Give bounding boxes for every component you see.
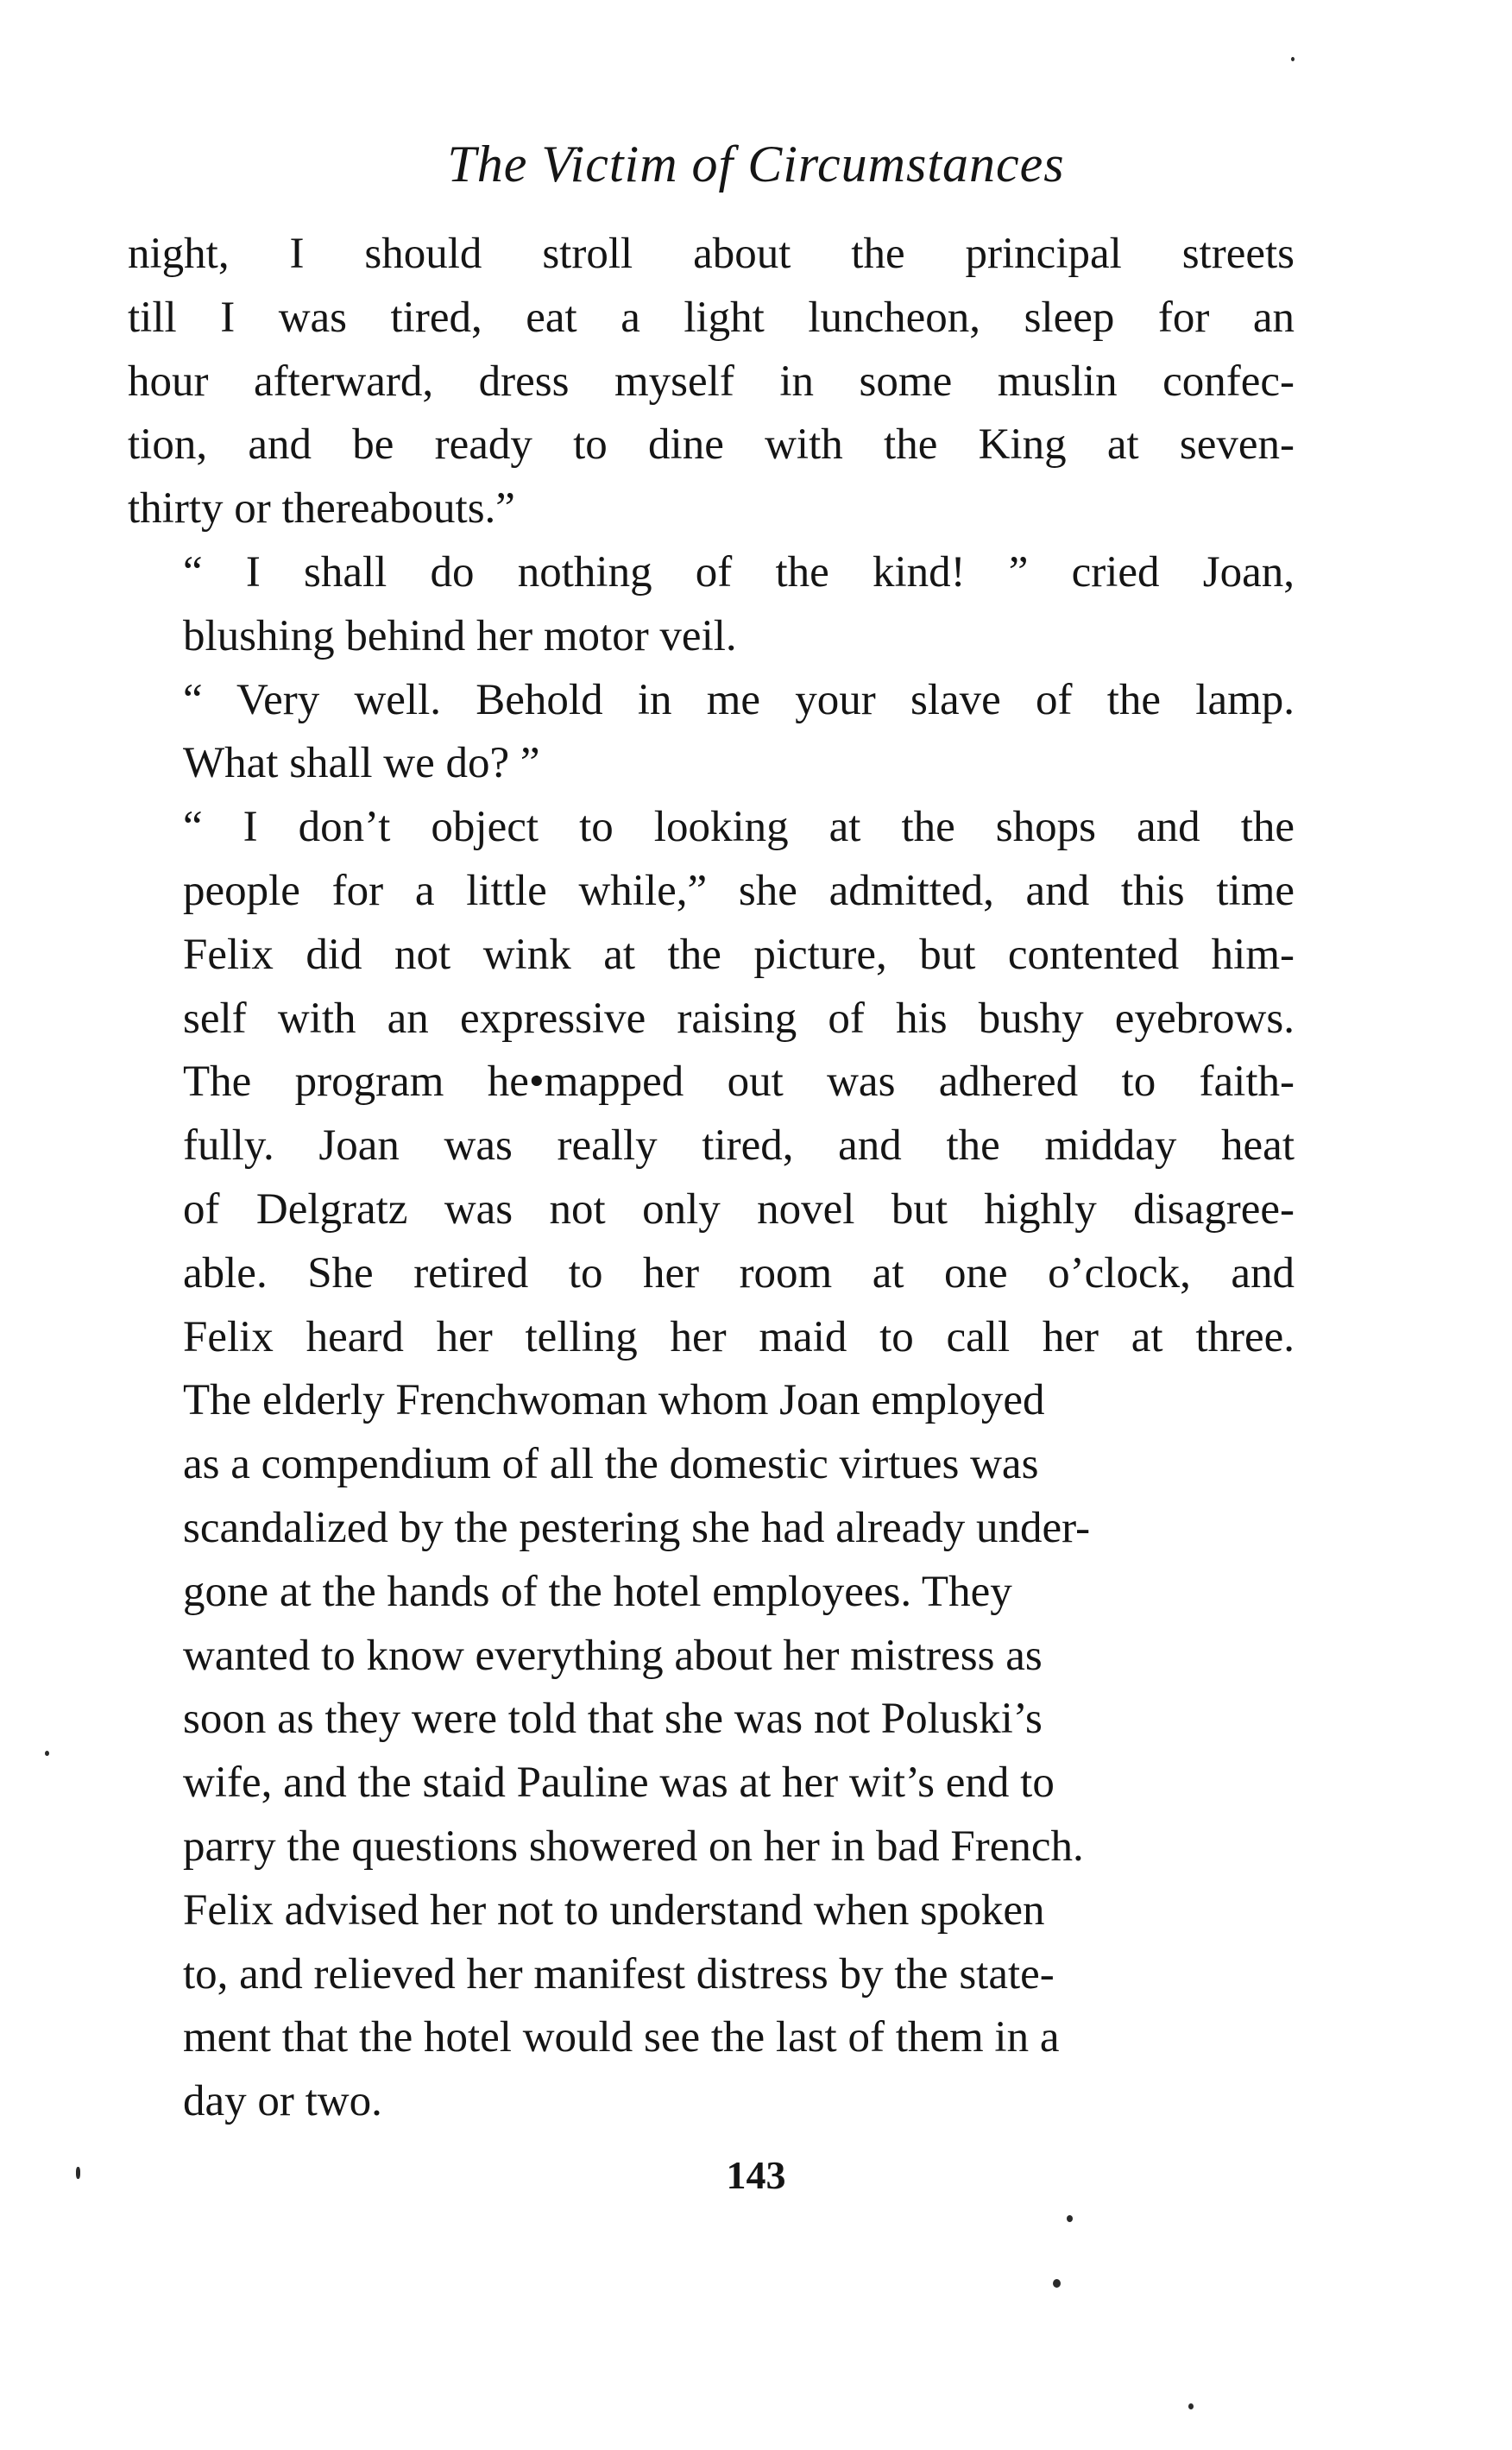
scan-speck	[1188, 2403, 1194, 2409]
text-line: soon as they were told that she was not Poluski’s	[183, 1695, 1043, 1744]
text-line: self with an expressive raising of his bushy eyebrows.	[183, 994, 1295, 1043]
text-line: fully. Joan was really tired, and the midday heat	[183, 1121, 1295, 1171]
text-line: as a compendium of all the domestic virtues was	[183, 1440, 1039, 1489]
text-line: “ I shall do nothing of the kind! ” cried Joan,	[183, 547, 1295, 597]
scan-speck	[76, 2167, 80, 2179]
paragraph	[128, 1369, 1295, 2134]
body-text	[128, 223, 1295, 2134]
text-line: What shall we do? ”	[183, 739, 540, 788]
text-line: Felix did not wink at the picture, but contented him-	[183, 930, 1295, 979]
scan-speck	[1067, 2215, 1073, 2222]
text-line: of Delgratz was not only novel but highly disagree-	[183, 1184, 1295, 1234]
text-line: night, I should stroll about the principal streets	[128, 230, 1295, 278]
text-line: ment that the hotel would see the last of them in a	[183, 2013, 1060, 2062]
text-line: hour afterward, dress myself in some muslin confec-	[128, 357, 1295, 406]
text-line: parry the questions showered on her in bad French.	[183, 1822, 1084, 1871]
text-line: people for a little while,” she admitted, and this time	[183, 866, 1295, 915]
scan-speck	[1053, 2279, 1061, 2288]
text-line: wanted to know everything about her mistress as	[183, 1631, 1043, 1680]
paragraph	[128, 1051, 1295, 1369]
scan-speck	[1291, 57, 1295, 61]
text-line: tion, and be ready to dine with the King at seven-	[128, 420, 1295, 470]
text-line: The program he•mapped out was adhered to faith-	[183, 1058, 1295, 1107]
text-line: scandalized by the pestering she had already under-	[183, 1503, 1091, 1552]
running-title: The Victim of Circumstances	[447, 136, 1065, 193]
paragraph	[128, 541, 1295, 669]
text-line: Felix heard her telling her maid to call her at three.	[183, 1312, 1295, 1361]
text-line: blushing behind her motor veil.	[183, 611, 737, 660]
text-line: to, and relieved her manifest distress by the state-	[183, 1949, 1055, 1999]
paragraph	[128, 669, 1295, 797]
text-line: till I was tired, eat a light luncheon, sleep for an	[128, 293, 1295, 342]
paragraph	[128, 223, 1295, 541]
text-line: Felix advised her not to understand when spoken	[183, 1885, 1045, 1935]
text-line: able. She retired to her room at one o’clock, and	[183, 1248, 1295, 1298]
paragraph	[128, 796, 1295, 1051]
text-line: The elderly Frenchwoman whom Joan employed	[183, 1376, 1045, 1425]
text-line: “ Very well. Behold in me your slave of the lamp.	[183, 675, 1295, 724]
text-line: gone at the hands of the hotel employees. They	[183, 1567, 1012, 1616]
scan-speck	[45, 1751, 49, 1756]
text-line: “ I don’t object to looking at the shops and the	[183, 803, 1295, 852]
text-line: wife, and the staid Pauline was at her wit’s end to	[183, 1759, 1055, 1808]
text-line: day or two.	[183, 2077, 382, 2126]
text-line: thirty or thereabouts.”	[128, 484, 515, 534]
page-number: 143	[726, 2153, 786, 2197]
